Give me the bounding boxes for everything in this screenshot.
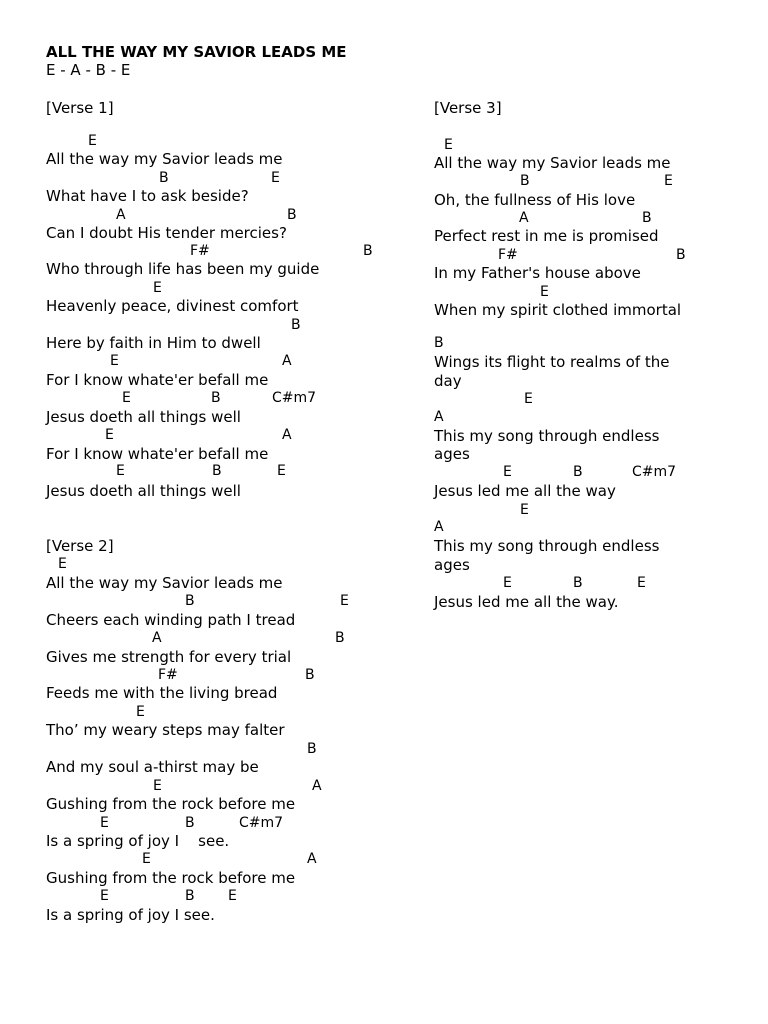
chord: B [291,317,301,333]
chord: E [153,280,162,296]
verse-3-header: [Verse 3] [434,99,502,117]
chord: C#m7 [632,464,677,480]
lyric-line: What have I to ask beside? [46,187,249,205]
lyric-line: Cheers each winding path I tread [46,611,296,629]
key-progression: E - A - B - E [46,61,131,79]
lyric-line: Feeds me with the living bread [46,684,278,702]
lyric-line: This my song through endless [434,537,660,555]
chord: E [100,888,109,904]
lyric-line: Is a spring of joy I see. [46,906,215,924]
lyric-line: All the way my Savior leads me [46,150,283,168]
chord: B [211,390,221,406]
chord: B [185,815,195,831]
lyric-line: Gives me strength for every trial [46,648,292,666]
chord: A [312,778,322,794]
song-title: ALL THE WAY MY SAVIOR LEADS ME [46,43,347,61]
chord: E [520,502,529,518]
chord: B [434,335,444,351]
chord: E [340,593,349,609]
lyric-line: All the way my Savior leads me [46,574,283,592]
chord: B [642,210,652,226]
lyric-line: Wings its flight to realms of the [434,353,670,371]
chord: E [136,704,145,720]
lyric-line: Heavenly peace, divinest comfort [46,297,299,315]
chord: E [637,575,646,591]
verse-1-header: [Verse 1] [46,99,114,117]
chord: E [503,575,512,591]
chord: A [307,851,317,867]
chord: E [271,170,280,186]
chord: B [363,243,373,259]
chord: F# [190,243,210,259]
lyric-line: Can I doubt His tender mercies? [46,224,287,242]
chord: B [335,630,345,646]
chord: E [524,391,533,407]
chord: A [519,210,529,226]
chord: B [307,741,317,757]
chord: F# [158,667,178,683]
chord: E [116,463,125,479]
chord: B [185,888,195,904]
chord: A [282,427,292,443]
chord: E [142,851,151,867]
chord: B [573,575,583,591]
lyric-line: And my soul a-thirst may be [46,758,259,776]
lyric-line: Gushing from the rock before me [46,869,296,887]
lyric-line: Oh, the fullness of His love [434,191,636,209]
lyric-line: Jesus doeth all things well [46,482,241,500]
chord: A [116,207,126,223]
lyric-line: This my song through endless [434,427,660,445]
lyric-line: For I know whate'er befall me [46,371,269,389]
chord: E [540,284,549,300]
chord: A [152,630,162,646]
chord: B [159,170,169,186]
chord: E [277,463,286,479]
chord: C#m7 [272,390,317,406]
chord: E [153,778,162,794]
lyric-line: In my Father's house above [434,264,641,282]
chord: E [100,815,109,831]
lyric-line: Gushing from the rock before me [46,795,296,813]
lyric-line: When my spirit clothed immortal [434,301,682,319]
verse-2-header: [Verse 2] [46,537,114,555]
chord: B [573,464,583,480]
chord: E [503,464,512,480]
lyric-line: Who through life has been my guide [46,260,320,278]
chord: E [110,353,119,369]
chord: B [520,173,530,189]
chord: B [305,667,315,683]
chord: E [58,556,67,572]
chord: B [287,207,297,223]
chord: B [676,247,686,263]
chord: E [228,888,237,904]
lyric-line: Perfect rest in me is promised [434,227,659,245]
lyric-line-wrap: ages [434,445,470,463]
lyric-line: Jesus led me all the way [434,482,616,500]
chord: B [185,593,195,609]
lyric-line: Here by faith in Him to dwell [46,334,261,352]
lyric-line-wrap: ages [434,556,470,574]
lyric-line: Jesus doeth all things well [46,408,241,426]
lyric-line: Is a spring of joy I see. [46,832,230,850]
chord: A [434,519,444,535]
chord: C#m7 [239,815,284,831]
chord: E [122,390,131,406]
chord: B [212,463,222,479]
lyric-line: For I know whate'er befall me [46,445,269,463]
lyric-line: All the way my Savior leads me [434,154,671,172]
chord: E [88,133,97,149]
lyric-line-wrap: day [434,372,462,390]
chord: A [434,409,444,425]
lyric-line: Jesus led me all the way. [434,593,619,611]
chord: E [664,173,673,189]
chord: F# [498,247,518,263]
lyric-line: Tho’ my weary steps may falter [46,721,285,739]
chord: E [105,427,114,443]
chord: E [444,137,453,153]
chord: A [282,353,292,369]
